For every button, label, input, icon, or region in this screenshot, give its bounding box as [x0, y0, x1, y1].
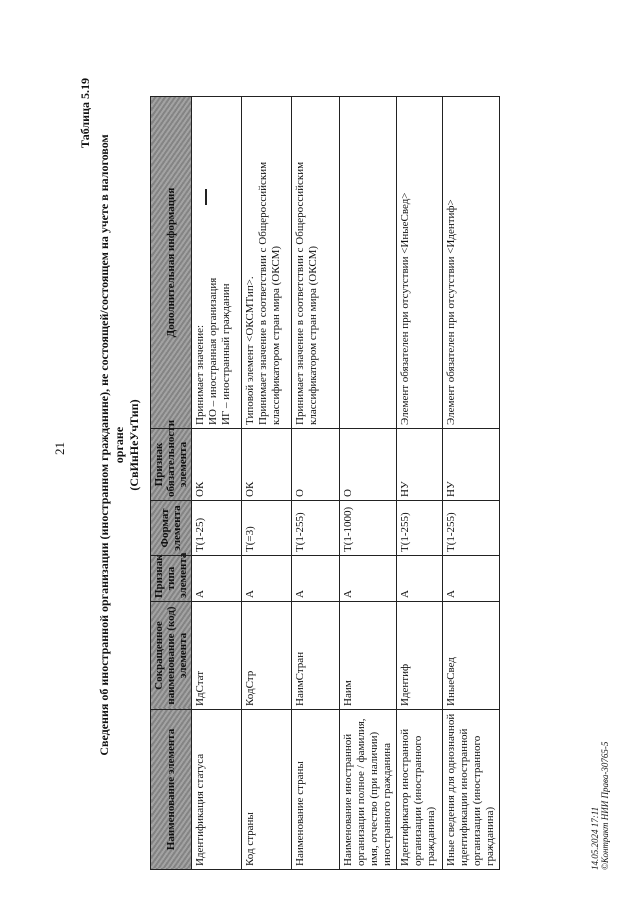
element-name: Идентификация статуса [192, 710, 242, 870]
element-type: А [397, 556, 443, 602]
stamp-date: 14.05.2024 17:11 [590, 806, 600, 870]
header-cell: Признак обязательности элемента [151, 429, 192, 501]
element-code: Идентиф [397, 602, 443, 710]
element-format: T(1-1000) [340, 501, 397, 556]
element-info [192, 97, 242, 429]
element-type: А [192, 556, 242, 602]
table-header-row [151, 97, 192, 870]
info-line: Элемент обязателен при отсутствии <Идентиф> [445, 199, 457, 425]
page-number: 21 [52, 442, 67, 455]
element-name: Наименование страны [292, 710, 340, 870]
element-type: А [340, 556, 397, 602]
element-required: О [340, 429, 397, 501]
table-number: Таблица 5.19 [78, 78, 92, 148]
header-cell: Формат элемента [151, 501, 192, 556]
element-format: T(1-25) [192, 501, 242, 556]
element-format: T(1-255) [397, 501, 443, 556]
header-cell: Дополнительная информация [151, 97, 192, 429]
info-line: Типовой элемент <ОКСМТип>. [244, 276, 256, 425]
element-format: T(1-255) [443, 501, 500, 556]
element-name: Иные сведения для однозначной идентификации иностранной организации (иностранного гражданина) [443, 710, 500, 870]
element-format: T(=3) [242, 501, 292, 556]
element-info [443, 97, 500, 429]
element-type: А [292, 556, 340, 602]
element-required: ОК [192, 429, 242, 501]
element-code: КодСтр [242, 602, 292, 710]
element-name: Наименование иностранной организации полное / фамилия, имя, отчество (при наличии) иностранного гражданина [340, 710, 397, 870]
element-code: ИдСтат [192, 602, 242, 710]
element-required: НУ [397, 429, 443, 501]
info-line: Принимает значение в соответствии с Общероссийским классификатором стран мира (ОКСМ) [294, 161, 319, 425]
info-line: Элемент обязателен при отсутствии <ИныеСвед> [399, 192, 411, 425]
element-name: Код страны [242, 710, 292, 870]
element-info [340, 97, 397, 429]
table-row [340, 97, 397, 870]
element-code: Наим [340, 602, 397, 710]
info-line: Принимает значение: [194, 324, 206, 425]
elements-table [150, 96, 500, 870]
header-cell: Признак типа элемента [151, 556, 192, 602]
element-required: О [292, 429, 340, 501]
element-info [397, 97, 443, 429]
element-type: А [443, 556, 500, 602]
table-title [97, 125, 142, 765]
info-line: ИГ – иностранный гражданин [220, 283, 232, 425]
table-row [242, 97, 292, 870]
element-code: ИныеСвед [443, 602, 500, 710]
table-row [443, 97, 500, 870]
element-type: А [242, 556, 292, 602]
table-title-line: Сведения об иностранной организации (иностранном гражданине), не состоящей/состоящем на учете в налоговом органе [97, 134, 126, 756]
header-cell: Сокращенное наименование (код) элемента [151, 602, 192, 710]
element-required: НУ [443, 429, 500, 501]
element-info [292, 97, 340, 429]
table-title-code: (СвИнНеУчТип) [127, 399, 141, 491]
header-cell: Наименование элемента [151, 710, 192, 870]
element-required: ОК [242, 429, 292, 501]
element-name: Идентификатор иностранной организации (иностранного гражданина) [397, 710, 443, 870]
info-line: Принимает значение в соответствии с Общероссийским классификатором стран мира (ОКСМ) [257, 161, 282, 425]
table-row [292, 97, 340, 870]
document-stamp [590, 742, 610, 870]
info-line: ИО – иностранная организация [207, 277, 219, 425]
stamp-source: ©Контракт НИИ Права-30765-5 [600, 741, 610, 870]
element-format: T(1-255) [292, 501, 340, 556]
table-row [192, 97, 242, 870]
element-info [242, 97, 292, 429]
table-row [397, 97, 443, 870]
element-code: НаимСтран [292, 602, 340, 710]
